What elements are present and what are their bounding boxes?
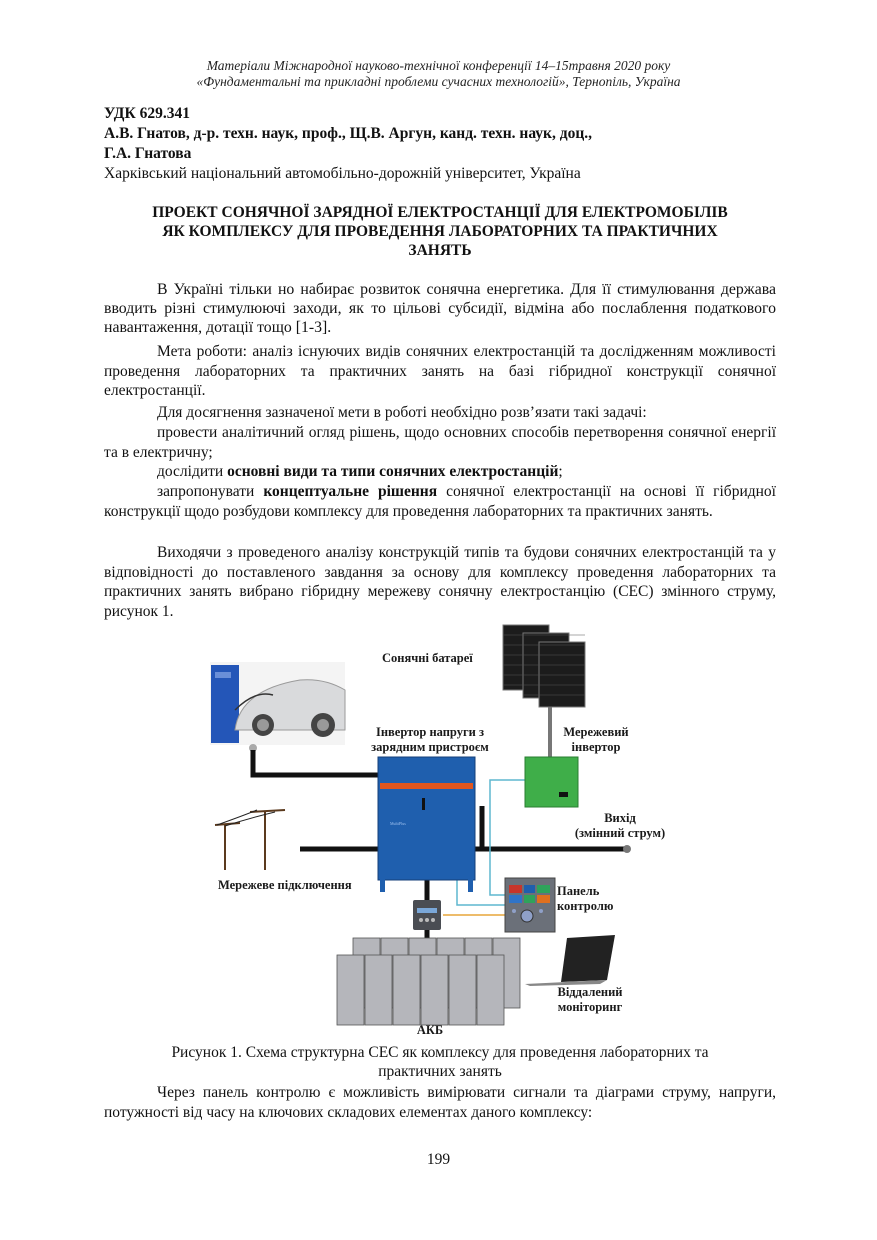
- paragraph-choice: Виходячи з проведеного аналізу конструкцій типів та будови сонячних електростанцій та у відповідності до поставленого завдання за основу для комплексу проведення лабораторних та практичних занять вибрано гібридну мережеву сонячну електростанцію (СЕС) змінного струму, рисунок 1.: [104, 544, 776, 620]
- label-akb: АКБ: [416, 1023, 444, 1037]
- paragraph-task-2: [104, 462, 776, 482]
- task-2-text: дослідити: [157, 463, 228, 480]
- affiliation: Харківський національний автомобільно-дорожній університет, Україна: [104, 165, 581, 182]
- inverter-charger-icon: [378, 757, 475, 892]
- label-control-panel-line1: Панель: [557, 884, 600, 898]
- paragraph-task-3: [104, 482, 776, 521]
- utility-pole-icon: [215, 810, 285, 870]
- output-terminal: [623, 845, 631, 853]
- authors-line1: А.В. Гнатов, д-р. техн. наук, проф., Щ.В. Аргун, канд. техн. наук, доц.,: [104, 125, 593, 142]
- paper-title-line2: ЯК КОМПЛЕКСУ ДЛЯ ПРОВЕДЕННЯ ЛАБОРАТОРНИХ ТА ПРАКТИЧНИХ: [162, 223, 718, 240]
- paragraph-goal: Мета роботи: аналіз існуючих видів сонячних електростанцій та дослідженням можливості проведення лабораторних та практичних занять на базі гібридної конструкції сонячної електростанції.: [104, 343, 776, 399]
- label-grid-inverter-line2: інвертор: [571, 740, 621, 754]
- conference-header-line2: «Фундаментальні та прикладні проблеми сучасних технологій», Тернопіль, Україна: [196, 74, 681, 89]
- figure-caption-line2: практичних занять: [378, 1063, 502, 1080]
- svg-text:MultiPlus: MultiPlus: [390, 821, 406, 826]
- label-grid-connection: Мережеве підключення: [218, 878, 352, 892]
- label-solar-batteries: Сонячні батареї: [382, 651, 473, 665]
- ev-charging-icon: [210, 662, 345, 752]
- label-remote-line1: Віддалений: [557, 985, 623, 999]
- task-3-end: сонячної електростанції на основі її гібридної конструкції щодо розбудови комплексу для проведення лабораторних та практичних занять.: [104, 483, 776, 520]
- battery-bank-icon: [337, 938, 520, 1025]
- label-control-panel-line2: контролю: [557, 899, 614, 913]
- paper-title-line1: ПРОЕКТ СОНЯЧНОЇ ЗАРЯДНОЇ ЕЛЕКТРОСТАНЦІЇ ДЛЯ ЕЛЕКТРОМОБІЛІВ: [152, 204, 728, 221]
- task-3-text: запропонувати: [157, 483, 264, 500]
- label-output-line1: Вихід: [604, 811, 636, 825]
- task-3-bold: концептуальне рішення: [263, 483, 438, 500]
- authors-line2: Г.А. Гнатова: [104, 145, 192, 162]
- label-remote-line2: моніторинг: [557, 1000, 623, 1014]
- label-inverter-line1: Інвертор напруги з: [375, 725, 484, 739]
- paragraph-tasks-intro: Для досягнення зазначеної мети в роботі необхідно розв’язати такі задачі:: [157, 404, 647, 421]
- task-2-bold: основні види та типи сонячних електростанцій: [227, 463, 559, 480]
- battery-monitor-icon: [413, 900, 441, 930]
- label-inverter-line2: зарядним пристроєм: [371, 740, 489, 754]
- page-number: 199: [426, 1151, 451, 1168]
- task-2-end: ;: [558, 463, 563, 480]
- laptop-icon: [525, 935, 615, 986]
- paper-title-line3: ЗАНЯТЬ: [408, 242, 472, 259]
- paragraph-task-1: провести аналітичний огляд рішень, щодо основних способів перетворення сонячної енергії та в електричну;: [104, 424, 776, 461]
- label-output-line2: (змінний струм): [574, 826, 666, 840]
- paragraph-control-panel: Через панель контролю є можливість вимірювати сигнали та діаграми струму, напруги, потужності від часу на ключових складових елементах даного комплексу:: [104, 1084, 776, 1121]
- paragraph-intro: В Україні тільки но набирає розвиток сонячна енергетика. Для її стимулювання держава вводить різні стимулюючі заходи, як то цільові субсидії, відміна або послаблення податкового навантаження, дотації тощо [1-3].: [104, 281, 776, 336]
- conference-header-line1: Матеріали Міжнародної науково-технічної конференції 14–15травня 2020 року: [206, 58, 671, 73]
- label-grid-inverter-line1: Мережевий: [563, 725, 629, 739]
- udk-code: УДК 629.341: [104, 105, 190, 122]
- figure-caption-line1: Рисунок 1. Схема структурна СЕС як комплексу для проведення лабораторних та: [171, 1044, 709, 1061]
- control-panel-icon: [505, 878, 555, 932]
- grid-inverter-icon: [525, 757, 578, 807]
- solar-panels-icon: [503, 625, 585, 707]
